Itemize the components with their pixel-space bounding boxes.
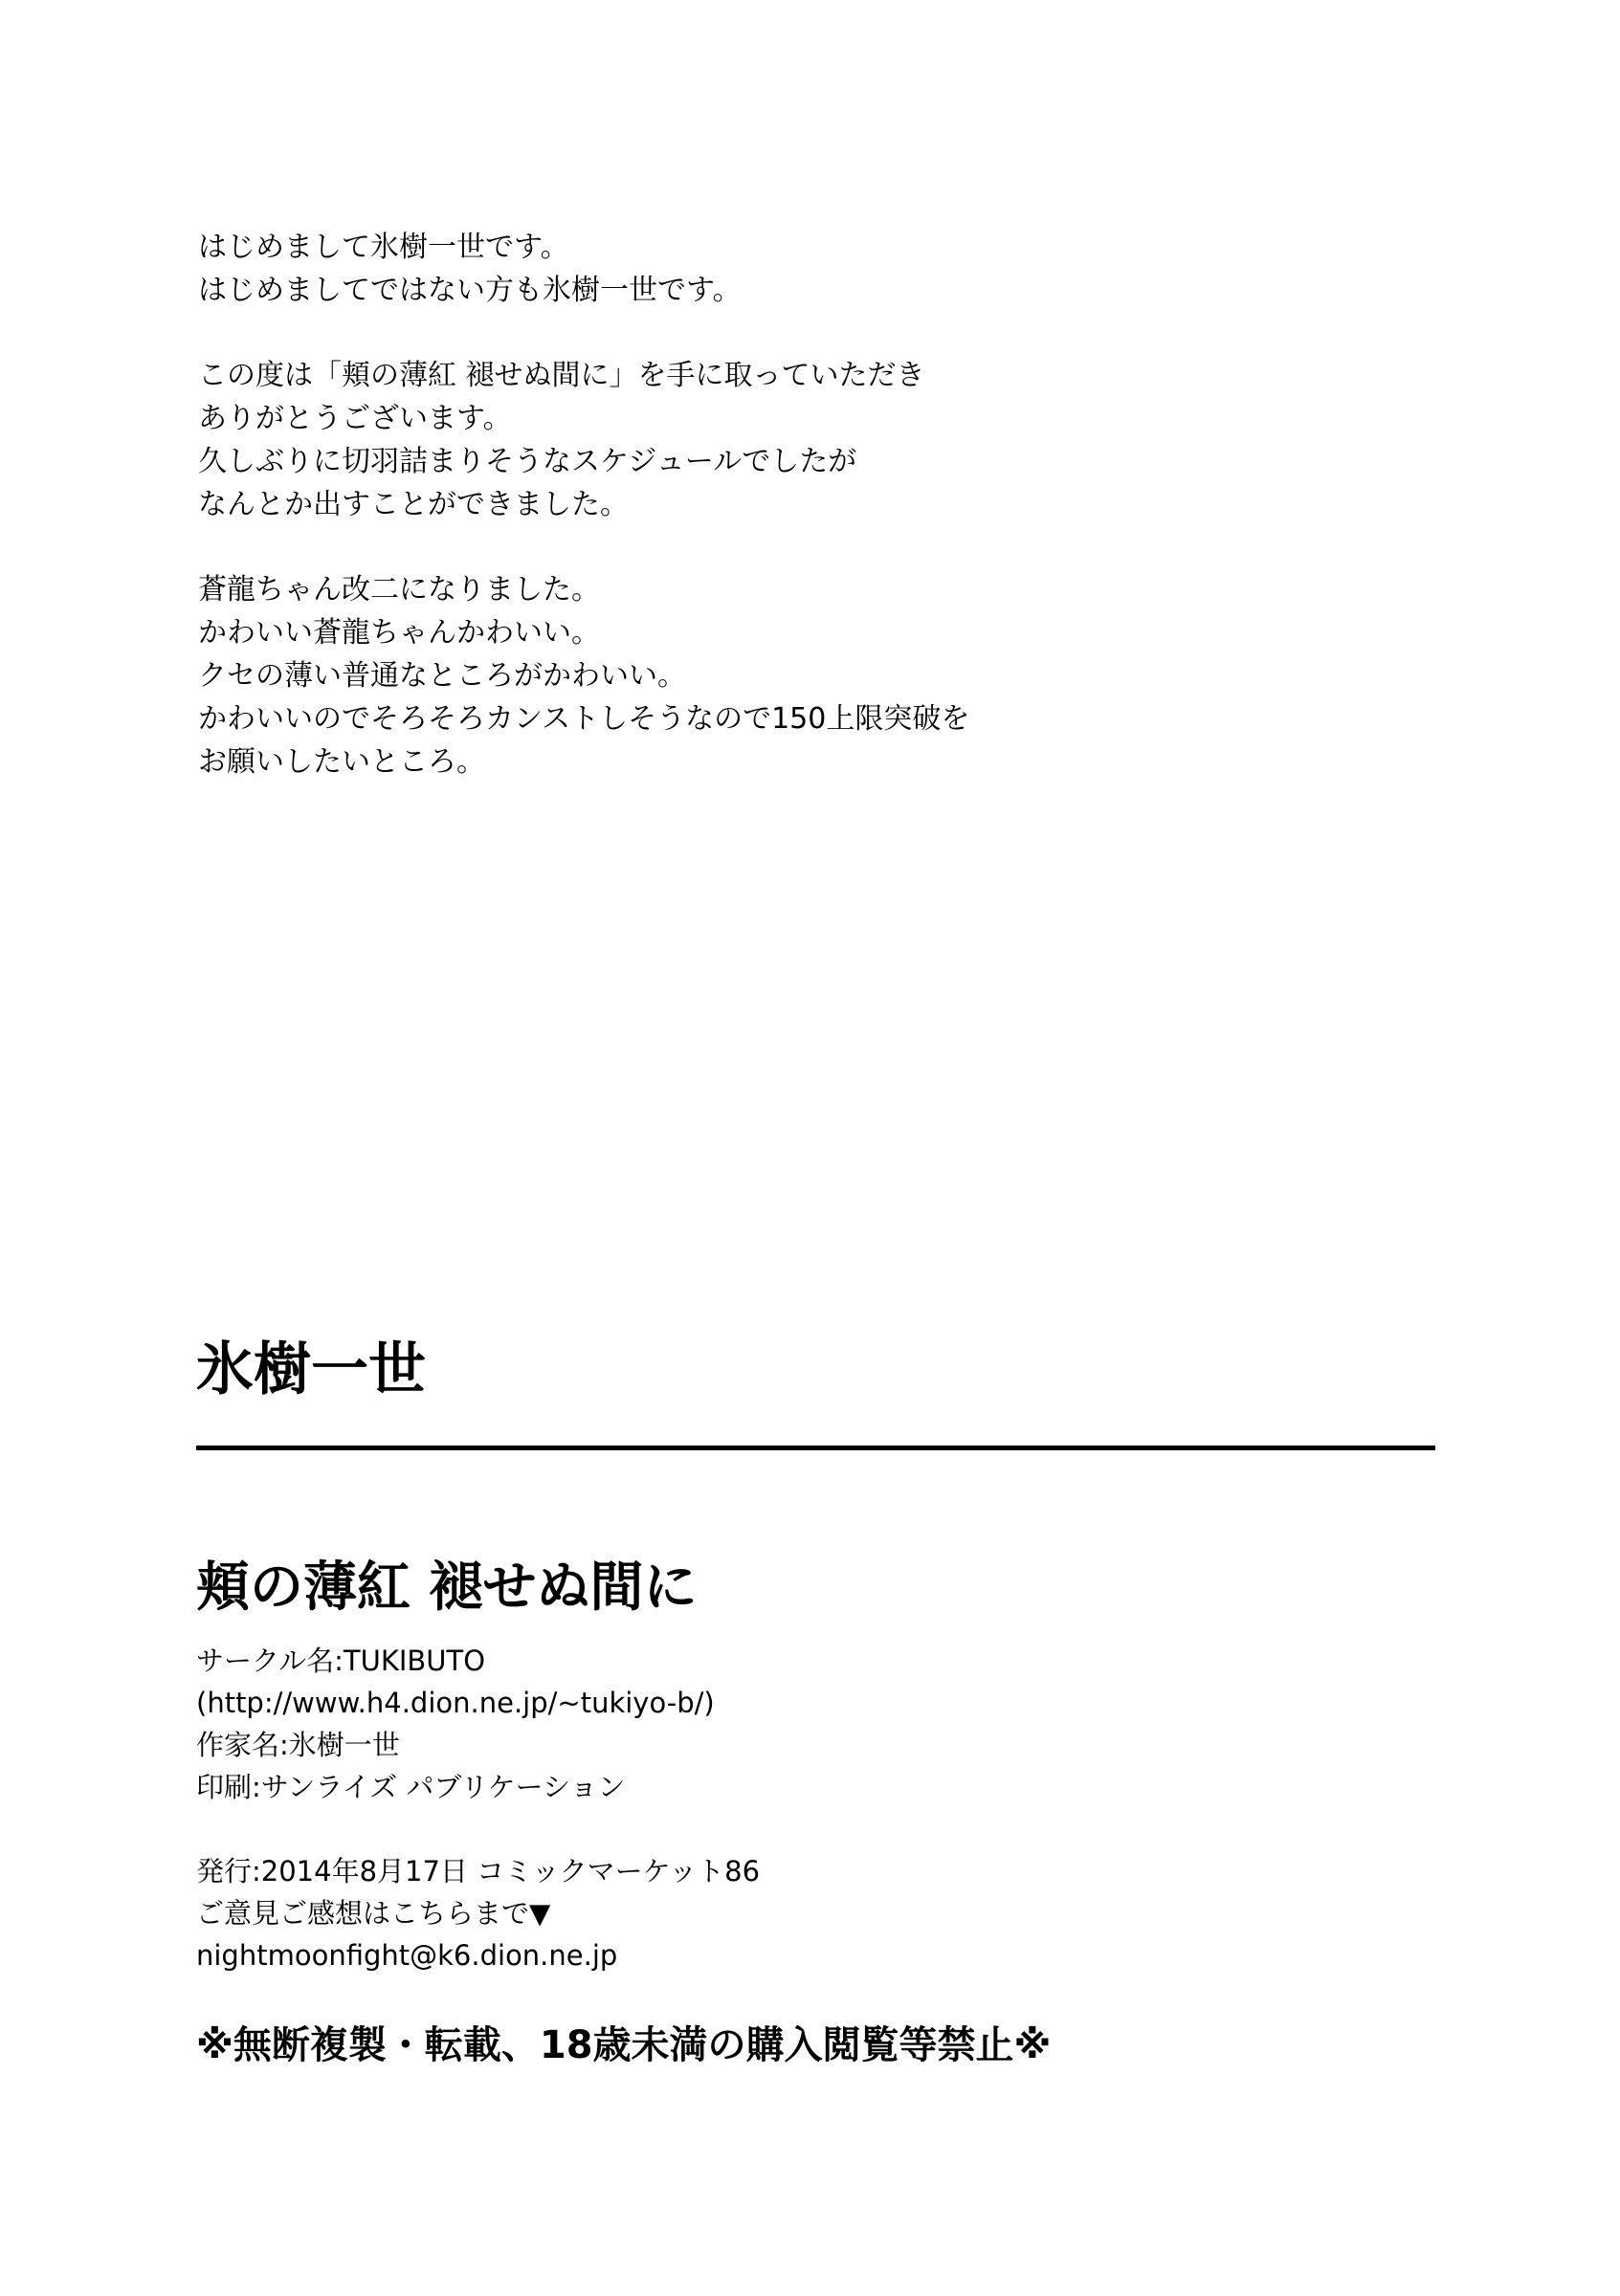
afterword-line: はじめましてではない方も氷樹一世です。 [198,274,742,307]
divider [196,1446,1435,1450]
afterword-line: 蒼龍ちゃん改二になりました。 [198,573,600,607]
circle-name: サークル名:TUKIBUTO [196,1645,486,1677]
circle-url: (http://www.h4.dion.ne.jp/~tukiyo-b/) [196,1687,715,1719]
contact-email: nightmoonfight@k6.dion.ne.jp [196,1939,618,1972]
afterword-line: クセの薄い普通なところがかわいい。 [198,659,686,693]
publication-date: 発行:2014年8月17日 コミックマーケット86 [196,1855,761,1888]
afterword-text [198,226,1442,826]
author-signature: 氷樹一世 [196,1336,426,1403]
afterword-line: お願いしたいところ。 [198,745,485,779]
afterword-line: かわいいのでそろそろカンストしそうなので150上限突破を [198,702,970,736]
spacer [196,1808,1440,1850]
afterword-line: 久しぶりに切羽詰まりそうなスケジュールでしたが [198,445,857,478]
author-name: 作家名:氷樹一世 [196,1729,400,1761]
afterword-line: ありがとうございます。 [198,402,512,435]
afterword-line: この度は「頬の薄紅 褪せぬ間に」を手に取っていただき [198,359,925,392]
copyright-warning: ※無断複製・転載、18歳未満の購入閲覧等禁止※ [196,2023,1052,2067]
afterword-line: なんとか出すことができました。 [198,488,629,521]
feedback-label: ご意見ご感想はこちらまで▼ [196,1897,551,1930]
book-title: 頬の薄紅 褪せぬ間に [196,1556,698,1619]
afterword-paragraph-2 [198,354,1442,526]
printer-name: 印刷:サンライズ パブリケーション [196,1771,626,1803]
afterword-paragraph-1 [198,226,1442,312]
afterword-line: かわいい蒼龍ちゃんかわいい。 [198,616,600,650]
afterword-paragraph-3 [198,568,1442,784]
afterword-line: はじめまして氷樹一世です。 [198,231,569,264]
colophon [196,1550,1440,1976]
